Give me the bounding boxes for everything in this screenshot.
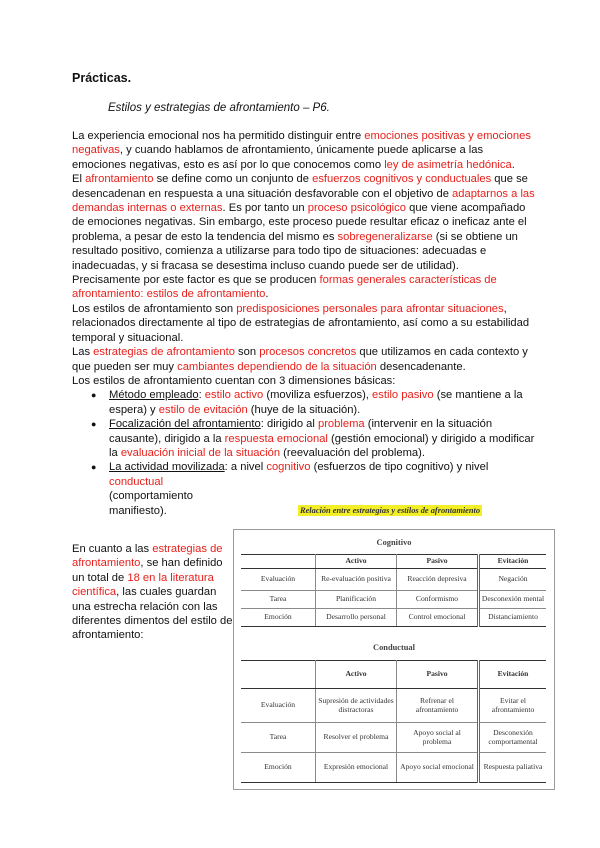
column-header: Pasivo (397, 555, 479, 569)
row-label: Emoción (241, 753, 316, 783)
text-run: que viene acompañado de emociones negativas. Sin embargo, este proceso puede resultar eficaz o ineficaz ante el problema, a pesar de esto la tendencia del mismo es (72, 202, 527, 243)
paragraph-1 (72, 129, 540, 172)
text-run: (reevaluación del problema). (280, 446, 425, 459)
text-run: : (198, 389, 205, 402)
column-header: Activo (316, 661, 397, 689)
table-cell: Respuesta paliativa (479, 753, 547, 783)
underlined-term: La actividad movilizada (109, 461, 225, 474)
text-run: que se desencadenan en respuesta a una situación desfavorable con el objetivo de (72, 173, 528, 200)
paragraph-5 (72, 345, 540, 374)
behavioral-table (241, 660, 546, 783)
page-title: Prácticas. (72, 71, 132, 85)
table-cell: Planificación (316, 591, 397, 609)
highlight-run: emociones positivas y emociones negativas (72, 130, 531, 157)
table-row (241, 609, 546, 627)
figure-caption: Relación entre estrategias y estilos de afrontamiento (300, 506, 481, 515)
table-row (241, 569, 546, 591)
text-run: El (72, 173, 86, 186)
highlight-run: 18 en la literatura científica (72, 571, 214, 599)
highlight-run: estilo activo (204, 389, 264, 402)
corner-cell (241, 661, 316, 689)
table-cell: Control emocional (397, 609, 479, 627)
table-row (241, 723, 546, 753)
page-subtitle: Estilos y estrategias de afrontamiento – P6. (108, 102, 330, 114)
text-run: . Es por tanto un (222, 202, 308, 215)
highlight-run: respuesta emocional (224, 432, 328, 445)
highlight-run: cognitivo (266, 461, 311, 474)
text-run: . (511, 158, 515, 171)
table-cell: Desarrollo personal (316, 609, 397, 627)
table-cell: Re-evaluación positiva (316, 569, 397, 591)
text-run: La experiencia emocional nos ha permitido distinguir entre (72, 130, 365, 142)
text-run: (intervenir en la situación causante), dirigido a la (109, 418, 493, 445)
highlight-run: problema (317, 418, 365, 431)
row-label: Tarea (241, 591, 316, 609)
behavioral-section-title: Conductual (373, 643, 415, 652)
highlight-run: cambiantes dependiendo de la situación (177, 360, 377, 373)
strategies-text (72, 542, 237, 643)
table-cell: Supresión de actividades distractoras (316, 689, 397, 723)
table-row (241, 689, 546, 723)
cognitive-section-title: Cognitivo (376, 538, 412, 547)
paragraph-2 (72, 172, 540, 273)
table-cell: Apoyo social emocional (397, 753, 479, 783)
text-run: Los estilos de afrontamiento son (72, 302, 237, 315)
text-run: . (265, 288, 269, 301)
underlined-term: Focalización del afrontamiento (109, 418, 261, 431)
text-run: (gestión emocional) y dirigido a modificar la (109, 432, 535, 459)
highlight-run: estrategias de afrontamiento (72, 543, 223, 570)
text-run: (esfuerzos de tipo cognitivo) y nivel (310, 461, 489, 474)
underlined-term: Método empleado (109, 389, 199, 402)
corner-cell (241, 555, 316, 569)
text-run: , las cuales guardan una estrecha relación con las diferentes dimentos del estilo de afrontamiento: (72, 586, 233, 642)
text-run: (comportamiento manifiesto). (109, 490, 193, 517)
paragraph-6: Los estilos de afrontamiento cuentan con 3 dimensiones básicas: (72, 374, 396, 387)
text-run: Precisamente por este factor es que se producen (72, 274, 320, 287)
table-cell: Negación (479, 569, 547, 591)
table-header-row (241, 661, 546, 689)
column-header: Activo (316, 555, 397, 569)
text-run: (huye de la situación). (247, 403, 361, 416)
highlight-run: estilo de evitación (158, 403, 248, 416)
highlight-run: conductual (109, 475, 164, 488)
column-header: Evitación (479, 555, 547, 569)
list-item (109, 417, 540, 460)
highlight-run: sobregeneralizarse (337, 230, 433, 243)
row-label: Tarea (241, 723, 316, 753)
table-cell: Reacción depresiva (397, 569, 479, 591)
table-cell: Desconexión comportamental (479, 723, 547, 753)
text-run: , y cuando hablamos de afrontamiento, únicamente puede aplicarse a las emociones negativas, esto es así por lo que conocemos como (72, 144, 484, 171)
highlight-run: proceso psicológico (307, 202, 406, 215)
text-run: : a nivel (224, 461, 267, 474)
table-header-row (241, 555, 546, 569)
highlight-run: evaluación inicial de la situación (120, 446, 281, 459)
highlight-run: estrategias de afrontamiento (93, 346, 235, 359)
row-label: Emoción (241, 609, 316, 627)
table-cell: Apoyo social al problema (397, 723, 479, 753)
dimensions-list (72, 388, 540, 518)
text-run: son (234, 346, 260, 359)
table-cell: Distanciamiento (479, 609, 547, 627)
highlight-run: estilo pasivo (372, 389, 434, 402)
table-cell: Conformismo (397, 591, 479, 609)
text-run: desencadenante. (376, 360, 466, 373)
highlight-run: predisposiciones personales para afrontar situaciones (236, 302, 504, 315)
highlight-run: adaptarnos a las demandas internas o externas (72, 187, 535, 215)
highlight-run: esfuerzos cognitivos y conductuales (312, 173, 492, 186)
cognitive-table (241, 554, 546, 627)
highlight-run: formas generales características de afrontamiento: estilos de afrontamiento (72, 274, 497, 301)
paragraph-4 (72, 302, 540, 345)
table-cell: Desconexión mental (479, 591, 547, 609)
table-cell: Resolver el problema (316, 723, 397, 753)
main-text (72, 129, 540, 518)
strategies-figure (233, 529, 555, 790)
highlight-run: afrontamiento (85, 173, 154, 186)
table-row (241, 753, 546, 783)
text-run: Las (72, 346, 94, 359)
table-cell: Expresión emocional (316, 753, 397, 783)
row-label: Evaluación (241, 689, 316, 723)
paragraph-3 (72, 273, 540, 302)
text-run: : dirigido al (260, 418, 318, 431)
text-run: (se mantiene a la espera) y (109, 389, 523, 416)
text-run: que utilizamos en cada contexto y que pueden ser muy (72, 346, 528, 373)
column-header: Pasivo (397, 661, 479, 689)
column-header: Evitación (479, 661, 547, 689)
table-cell: Refrenar el afrontamiento (397, 689, 479, 723)
highlight-run: procesos concretos (259, 346, 357, 359)
text-run: (moviliza esfuerzos), (263, 389, 373, 402)
list-item (109, 388, 540, 417)
table-cell: Evitar el afrontamiento (479, 689, 547, 723)
text-run: En cuanto a las (72, 543, 153, 555)
highlight-run: ley de asimetría hedónica (384, 158, 512, 171)
row-label: Evaluación (241, 569, 316, 591)
text-run: , relacionados directamente al tipo de estrategias de afrontamiento, así como a su estabilidad temporal y situacional. (72, 302, 530, 344)
text-run: (si se obtiene un resultado positivo, comienza a utilizarse para todo tipo de situaciones: adecuadas e inadecuadas, y si fracasa se desestima incluso cuando puede ser de utilidad). (72, 230, 518, 272)
text-run: se define como un conjunto de (153, 173, 313, 186)
text-run: , se han definido un total de (72, 557, 223, 584)
table-row (241, 591, 546, 609)
